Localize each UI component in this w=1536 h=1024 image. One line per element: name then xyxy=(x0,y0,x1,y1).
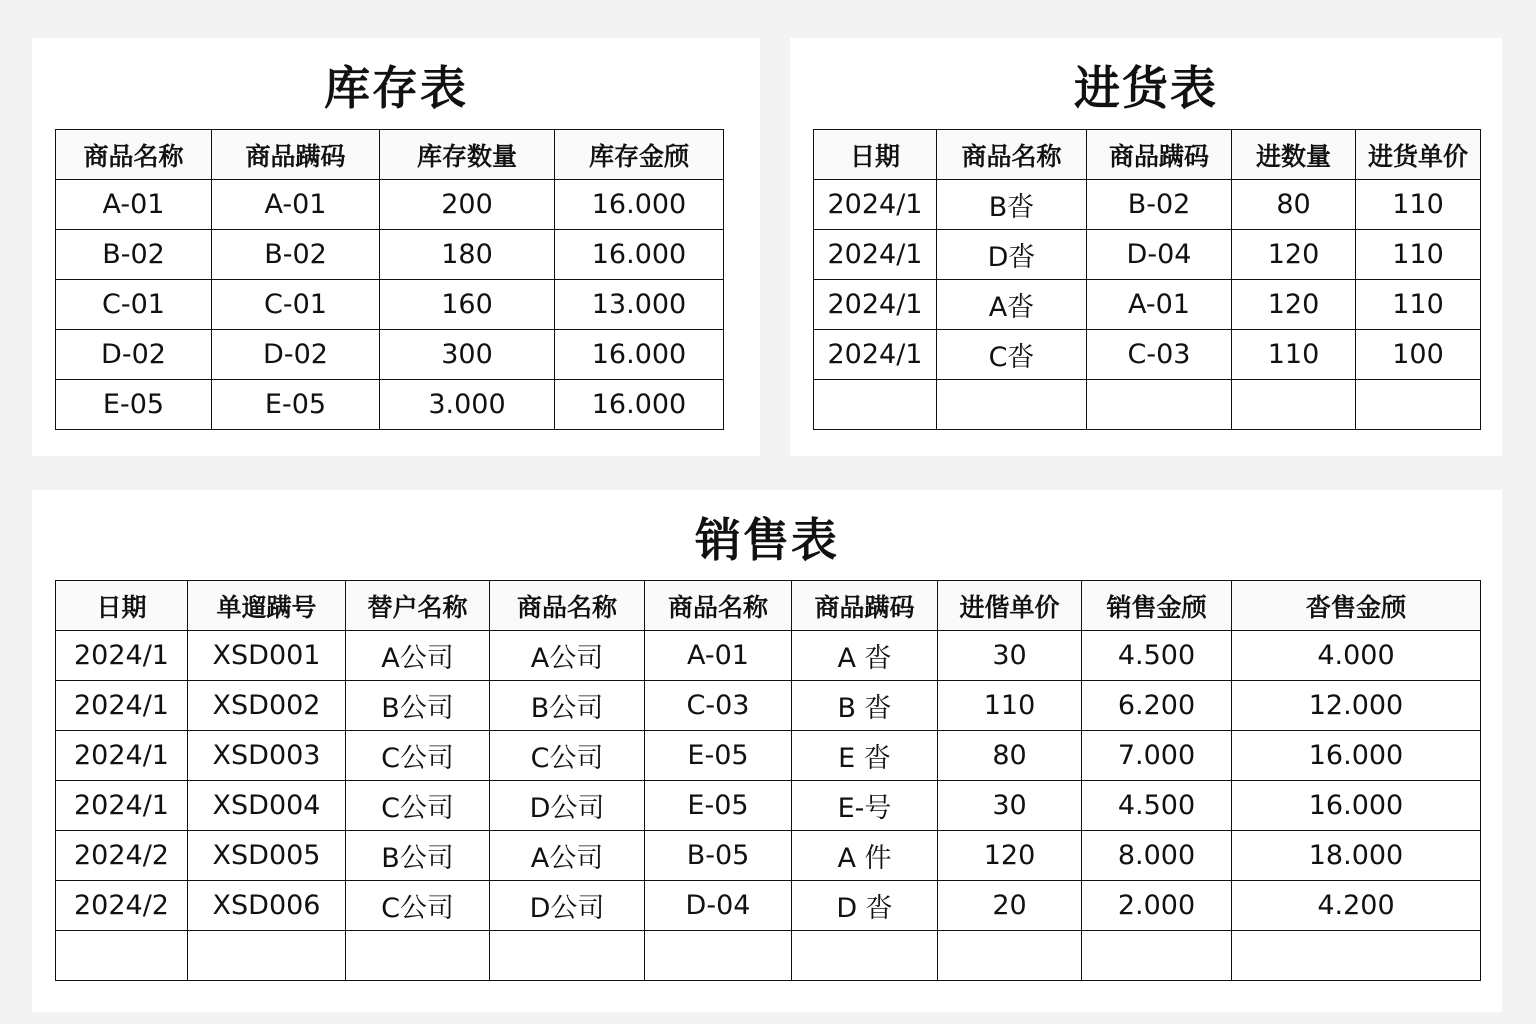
sales-table-row xyxy=(56,831,1481,881)
sales-table-cell: B公司 xyxy=(346,831,490,881)
inventory-title: 库存表 xyxy=(324,61,468,115)
sales-column-header: 替户名称 xyxy=(346,581,490,631)
inventory-table-cell: 13.000 xyxy=(555,280,724,330)
sales-table-cell xyxy=(1232,931,1481,981)
sales-table-cell: 30 xyxy=(938,781,1082,831)
sales-table-cell: 2.000 xyxy=(1082,881,1232,931)
sales-table-cell: 16.000 xyxy=(1232,731,1481,781)
sales-table-cell: A-01 xyxy=(645,631,792,681)
sales-table-row xyxy=(56,781,1481,831)
purchase-column-header: 日期 xyxy=(814,130,937,180)
purchase-column-header: 进货单价 xyxy=(1356,130,1481,180)
sales-table-cell: C公司 xyxy=(490,731,645,781)
inventory-table-cell: E-05 xyxy=(212,380,380,430)
sales-table-cell: 4.000 xyxy=(1232,631,1481,681)
sales-table-cell xyxy=(346,931,490,981)
sales-table-cell: 2024/1 xyxy=(56,781,188,831)
purchase-table-cell: 120 xyxy=(1232,230,1356,280)
purchase-table-row xyxy=(814,180,1481,230)
sales-table-cell: 2024/2 xyxy=(56,881,188,931)
sales-table-cell: C公司 xyxy=(346,731,490,781)
sales-title: 销售表 xyxy=(695,513,839,567)
sales-table-cell: E-号 xyxy=(792,781,938,831)
purchase-table-cell: B-02 xyxy=(1087,180,1232,230)
inventory-table-cell: D-02 xyxy=(212,330,380,380)
purchase-table-row xyxy=(814,330,1481,380)
inventory-header-row xyxy=(56,130,724,180)
sales-table-row xyxy=(56,631,1481,681)
inventory-table-row xyxy=(56,230,724,280)
purchase-column-header: 商品蹒码 xyxy=(1087,130,1232,180)
purchase-table-cell: B沓 xyxy=(937,180,1087,230)
inventory-table-cell: 16.000 xyxy=(555,230,724,280)
inventory-table-cell: C-01 xyxy=(212,280,380,330)
purchase-table-cell: D-04 xyxy=(1087,230,1232,280)
sales-table-cell xyxy=(792,931,938,981)
sales-table-cell: A公司 xyxy=(490,831,645,881)
sales-table-row xyxy=(56,681,1481,731)
purchase-table-cell: 2024/1 xyxy=(814,230,937,280)
purchase-title: 进货表 xyxy=(1074,61,1218,115)
sales-table-cell: 4.200 xyxy=(1232,881,1481,931)
sales-table-cell: 4.500 xyxy=(1082,781,1232,831)
sales-table-cell: E 沓 xyxy=(792,731,938,781)
inventory-column-header: 库存数量 xyxy=(380,130,555,180)
inventory-table-cell: 180 xyxy=(380,230,555,280)
purchase-table-row xyxy=(814,230,1481,280)
inventory-table-cell: 160 xyxy=(380,280,555,330)
sales-table-cell: 2024/2 xyxy=(56,831,188,881)
sales-table-row xyxy=(56,931,1481,981)
inventory-table-cell: 300 xyxy=(380,330,555,380)
sales-table-cell: 2024/1 xyxy=(56,631,188,681)
purchase-table-cell: 110 xyxy=(1356,230,1481,280)
inventory-table-cell: C-01 xyxy=(56,280,212,330)
inventory-table-cell: 16.000 xyxy=(555,380,724,430)
purchase-table-cell: A-01 xyxy=(1087,280,1232,330)
sales-table-cell: 16.000 xyxy=(1232,781,1481,831)
sales-table-cell: 4.500 xyxy=(1082,631,1232,681)
sales-table-cell: C公司 xyxy=(346,781,490,831)
purchase-table-cell: A沓 xyxy=(937,280,1087,330)
sales-table-cell: 7.000 xyxy=(1082,731,1232,781)
sales-table xyxy=(55,580,1481,981)
sales-column-header: 销售金颀 xyxy=(1082,581,1232,631)
purchase-table-cell: C沓 xyxy=(937,330,1087,380)
purchase-table-cell: D沓 xyxy=(937,230,1087,280)
sales-table-cell: 80 xyxy=(938,731,1082,781)
purchase-table-cell xyxy=(1087,380,1232,430)
sales-table-cell: XSD002 xyxy=(188,681,346,731)
sales-table-cell: XSD001 xyxy=(188,631,346,681)
sales-table-row xyxy=(56,731,1481,781)
sales-table-cell: C-03 xyxy=(645,681,792,731)
inventory-table-cell: E-05 xyxy=(56,380,212,430)
inventory-table-cell: A-01 xyxy=(212,180,380,230)
purchase-table-cell: 2024/1 xyxy=(814,280,937,330)
inventory-table-cell: B-02 xyxy=(212,230,380,280)
inventory-table-row xyxy=(56,330,724,380)
sales-column-header: 商品蹒码 xyxy=(792,581,938,631)
inventory-column-header: 商品蹒码 xyxy=(212,130,380,180)
purchase-table-cell: 100 xyxy=(1356,330,1481,380)
inventory-table-cell: B-02 xyxy=(56,230,212,280)
inventory-column-header: 商品名称 xyxy=(56,130,212,180)
purchase-header-row xyxy=(814,130,1481,180)
sales-table-cell: C公司 xyxy=(346,881,490,931)
inventory-column-header: 库存金颀 xyxy=(555,130,724,180)
purchase-table-cell: 120 xyxy=(1232,280,1356,330)
inventory-table-cell: 16.000 xyxy=(555,180,724,230)
sales-table-cell: XSD004 xyxy=(188,781,346,831)
sales-table-cell xyxy=(938,931,1082,981)
inventory-table-cell: A-01 xyxy=(56,180,212,230)
inventory-table-cell: 3.000 xyxy=(380,380,555,430)
purchase-table-cell: 80 xyxy=(1232,180,1356,230)
purchase-table-cell: 110 xyxy=(1232,330,1356,380)
sales-table-cell: XSD003 xyxy=(188,731,346,781)
purchase-table-row xyxy=(814,380,1481,430)
sales-table-cell: 20 xyxy=(938,881,1082,931)
sales-table-cell: 30 xyxy=(938,631,1082,681)
sales-table-row xyxy=(56,881,1481,931)
sales-table-cell: B 沓 xyxy=(792,681,938,731)
sales-table-cell: 110 xyxy=(938,681,1082,731)
inventory-table-row xyxy=(56,180,724,230)
sales-table-cell: D公司 xyxy=(490,781,645,831)
sales-column-header: 日期 xyxy=(56,581,188,631)
purchase-table-cell xyxy=(937,380,1087,430)
sales-table-cell: 18.000 xyxy=(1232,831,1481,881)
sales-column-header: 商品名称 xyxy=(490,581,645,631)
sales-table-cell: 6.200 xyxy=(1082,681,1232,731)
sales-table-cell: XSD006 xyxy=(188,881,346,931)
sales-table-cell: 2024/1 xyxy=(56,731,188,781)
purchase-table-cell: 2024/1 xyxy=(814,180,937,230)
sales-table-cell: 120 xyxy=(938,831,1082,881)
sales-table-cell: D 沓 xyxy=(792,881,938,931)
sales-table-cell xyxy=(645,931,792,981)
purchase-column-header: 商品名称 xyxy=(937,130,1087,180)
inventory-table xyxy=(55,129,724,430)
sales-table-cell: B公司 xyxy=(346,681,490,731)
sales-column-header: 沓售金颀 xyxy=(1232,581,1481,631)
sales-table-cell xyxy=(490,931,645,981)
purchase-table-cell: 110 xyxy=(1356,180,1481,230)
sales-table-cell: E-05 xyxy=(645,731,792,781)
sales-table-cell: D公司 xyxy=(490,881,645,931)
sales-header-row xyxy=(56,581,1481,631)
sales-table-cell: XSD005 xyxy=(188,831,346,881)
sales-table-cell xyxy=(188,931,346,981)
sales-table-cell: A公司 xyxy=(490,631,645,681)
purchase-column-header: 进数量 xyxy=(1232,130,1356,180)
sales-table-cell: B公司 xyxy=(490,681,645,731)
sales-table-cell: 12.000 xyxy=(1232,681,1481,731)
sales-column-header: 单遛蹒号 xyxy=(188,581,346,631)
inventory-table-cell: D-02 xyxy=(56,330,212,380)
sales-column-header: 进偕单价 xyxy=(938,581,1082,631)
sales-table-cell: 2024/1 xyxy=(56,681,188,731)
inventory-table-cell: 16.000 xyxy=(555,330,724,380)
inventory-table-cell: 200 xyxy=(380,180,555,230)
purchase-table-cell: C-03 xyxy=(1087,330,1232,380)
sales-table-cell: B-05 xyxy=(645,831,792,881)
sales-table-cell: 8.000 xyxy=(1082,831,1232,881)
purchase-table-cell xyxy=(1232,380,1356,430)
purchase-table-row xyxy=(814,280,1481,330)
sales-table-cell: E-05 xyxy=(645,781,792,831)
sales-table-cell: A公司 xyxy=(346,631,490,681)
sales-table-cell: D-04 xyxy=(645,881,792,931)
sales-table-cell: A 沓 xyxy=(792,631,938,681)
sales-column-header: 商品名称 xyxy=(645,581,792,631)
inventory-table-row xyxy=(56,280,724,330)
sales-table-cell xyxy=(1082,931,1232,981)
purchase-table-cell xyxy=(814,380,937,430)
purchase-table-cell: 2024/1 xyxy=(814,330,937,380)
sales-table-cell xyxy=(56,931,188,981)
inventory-table-row xyxy=(56,380,724,430)
purchase-table-cell xyxy=(1356,380,1481,430)
purchase-table xyxy=(813,129,1481,430)
purchase-table-cell: 110 xyxy=(1356,280,1481,330)
sales-table-cell: A 件 xyxy=(792,831,938,881)
